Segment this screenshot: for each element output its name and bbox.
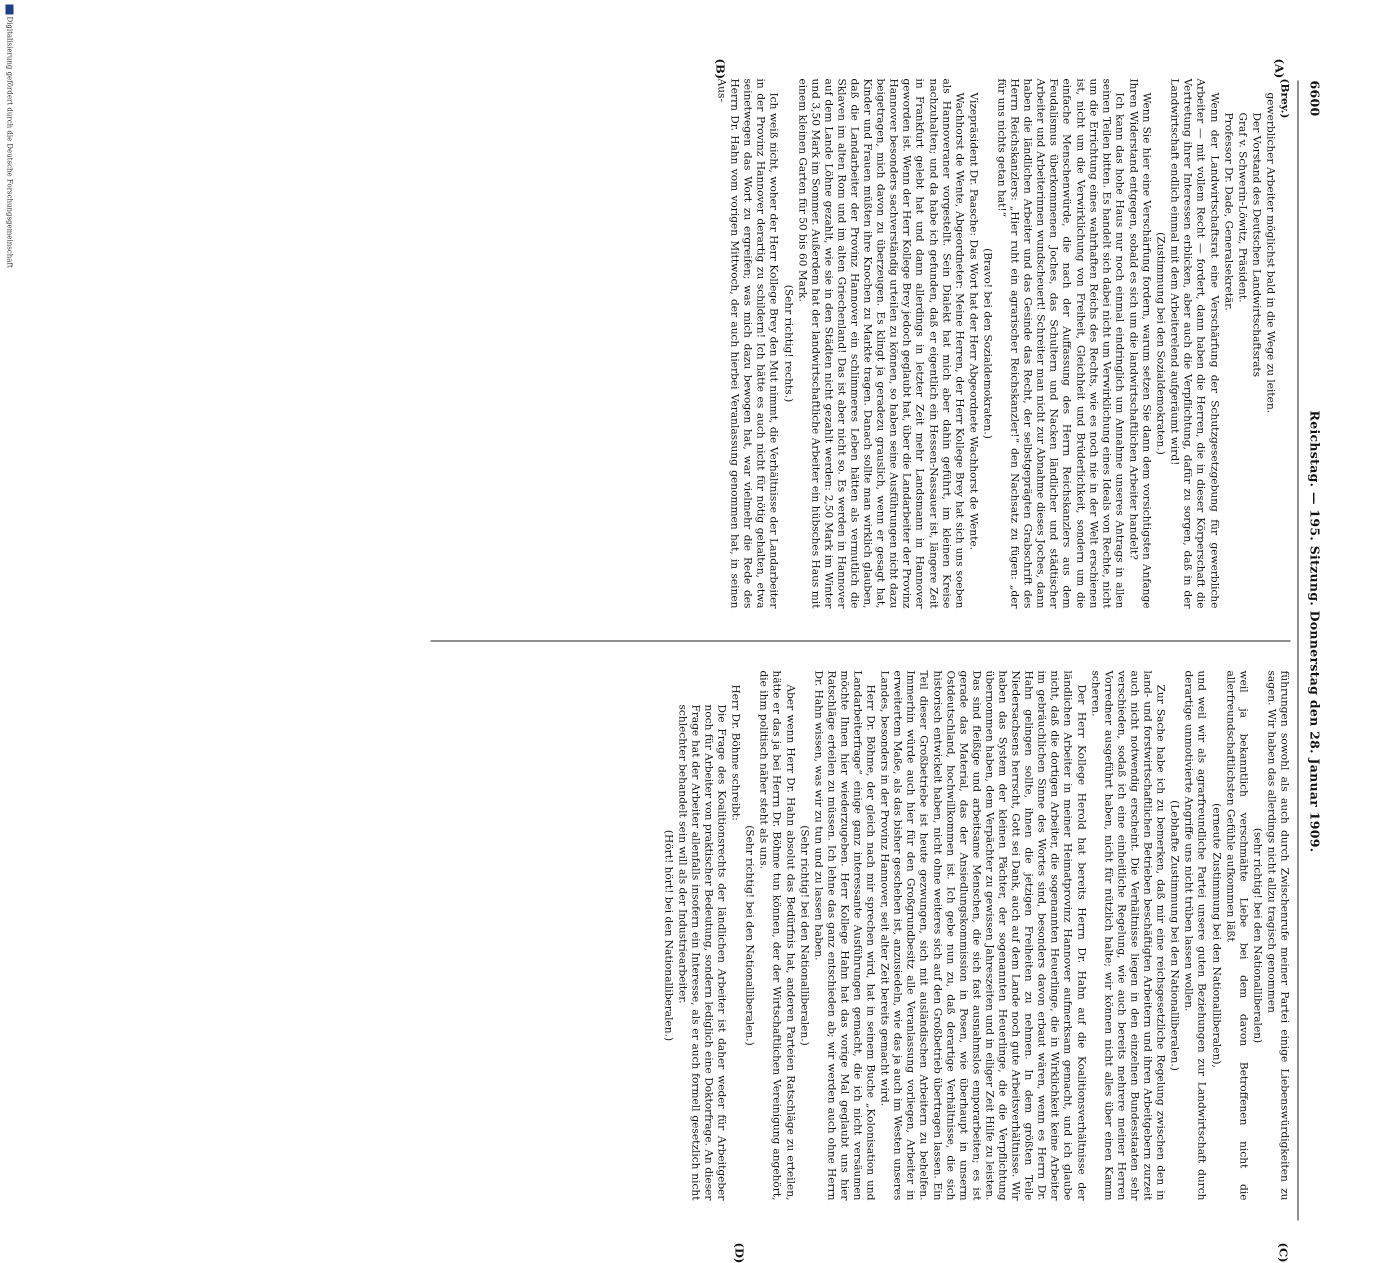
margin-mark-d: (D) [733,1243,747,1263]
digitization-credit [0,1,8,1001]
margin-mark-c: (C) [1277,1243,1291,1263]
interjection: (Zustimmung bei den Sozialdemokraten.) [1154,79,1167,609]
dfg-logo [6,5,14,15]
paragraph: Professor Dr. Dade, Generalsekretär. [1221,79,1234,609]
right-text-column [411,671,1291,1201]
paragraph: Vizepräsident Dr. Paasche: Das Wort hat der Herr Abgeordnete Wachhorst de Wente. [966,79,979,609]
interjection: (sehr richtig! bei den Nationalliberalen) [1250,671,1263,1201]
header-rule [1298,81,1299,1221]
credit-text: Digitalisierung gefördert durch die Deutsche Forschungsgemeinschaft [6,17,14,268]
margin-mark-a: (A) [1273,59,1287,79]
paragraph: führungen sowohl als auch durch Zwischenrufe meiner Partei einige Liebenswürdigkeiten zu sagen. Wir haben das allerdings nicht allzu tragisch genommen [1264,671,1290,1201]
paragraph: Der Herr Kollege Herold hat bereits Herrn Dr. Hahn auf die Koalitionsverhältnisse der ländlichen Arbeiter in meiner Heimatprovinz Hannover aufmerksam gemacht, und ich glaube nicht, daß die dortigen Arbeiter, die sogenannten Heuerlinge, die in Wirklichkeit keine Arbeiter im gebräuchlichen Sinne des Wortes sind, besonders davon erbaut wären, wenn es Herrn Dr. Hahn gelingen sollte, ihnen die jetzigen Freiheiten zu nehmen. In dem größten Teile Niedersachsens herrscht, Gott sei Dank, auch auf dem Lande noch gute Arbeitsverhältnisse. Wir haben das System der kleinen Pächter, der sogenannten Heuerlinge, die die Verpflichtung übernommen haben, dem Verpächter zu gewissen Jahreszeiten und in eiliger Zeit Hilfe zu leisten. Das sind fleißige und arbeitsame Menschen, die sich fast ausnahmslos emporarbeiten; es ist gerade das Material, das der Ansiedlungskommission in Posen, wie überhaupt in unserm Ostdeutschland, hochwillkommen ist. Ich gebe nun zu, daß derartige Verhältnisse, die sich historisch entwickelt haben, nicht ohne weiteres sich auf den Großbetrieb übertragen lassen. Ein Teil dieser Großbetriebe ist heute gezwungen, sich mit ausländischen Arbeitern zu behelfen. Immerhin würde auch hier für den Großgrundbesitz alle Veranlassung vorliegen, Arbeiter in erweitertem Maße, als das bisher geschehen ist, anzusiedeln, wie das ja auch im Westen unseres Landes, besonders in der Provinz Hannover, seit alter Zeit bereits gemacht wird. [878,671,1088,1201]
paragraph: Aber wenn Herr Dr. Hahn absolut das Bedürfnis hat, anderen Parteien Ratschläge zu erteilen, hätte er das ja bei Herrn Dr. Böhme tun können, der der Wirtschaftlichen Vereinigung angehört, die ihm politisch näher steht als uns. [757,671,796,1201]
paragraph: Graf v. Schwerin-Löwitz, Präsident. [1235,79,1248,609]
paragraph: Ich weiß nicht, woher der Herr Kollege Brey den Mut nimmt, die Verhältnisse der Landarbeiter in der Provinz Hannover derartig zu schildern! Ich hätte es auch nicht für nötig gehalten, etwa seinetwegen das Wort zu ergreifen; was mich dazu bewogen hat, war vielmehr die Rede des Herrn Dr. Hahn vom vorigen Mittwoch, der auch hierbei Veranlassung genommen hat, in seinen Aus- [714,79,779,609]
paragraph: Der Vorstand des Deutschen Landwirtschaftsrats [1249,79,1262,609]
interjection: (erneute Zustimmung bei den Nationalliberalen), [1209,671,1222,1201]
paragraph: Die Frage des Koalitionsrechts der ländlichen Arbeiter ist daher weder für Arbeitgeber noch für Arbeiter von praktischer Bedeutung, sondern lediglich eine Doktorfrage. An dieser Frage hat der Arbeiter allenfalls insofern ein Interesse, als er auch formell gesetzlich nicht schlechter behandelt sein will als der Industriearbeiter. [675,671,727,1201]
paragraph: Zur Sache habe ich zu bemerken, daß mir eine reichsgesetzliche Regelung zwischen den in land- und forstwirtschaftlichen Betrieben beschäftigten Arbeitern und ihren Arbeitgebern zurzeit auch nicht notwendig erscheint. Die Verhältnisse liegen in den einzelnen Bundesstaaten sehr verschieden, sodaß ich eine einheitliche Regelung, wie auch bereits mehrere meiner Herren Vorredner ausgeführt haben, nicht für nützlich halte; wir können nicht alles über einen Kamm scheren. [1088,671,1167,1201]
interjection: (Hört! hört! bei den Nationalliberalen.) [661,671,674,1201]
paragraph: Ich kann das hohe Haus nur noch einmal eindringlich um Annahme unseres Antrags in allen seinen Teilen bitten. Es handelt sich dabei nicht um Verwirklichung eines Ideals von Rechte, nicht um die Errichtung eines wahrhaften Reichs des Rechts, wie es noch nie in der Welt erschienen ist, nicht um die Verwirklichung von Freiheit, Gleichheit und Brüderlichkeit, sondern um die einfache Menschenwürde, die nach der Auffassung des Herrn Reichskanzlers aus dem Feudalismus überkommenen Joches, das Schultern und Nacken ländlicher und städtischer Arbeiter und Arbeiterinnen wundscheuert! Schreiter man nicht zur Abnahme dieses Joches, dann haben die ländlichen Arbeiter und das Gesinde das Recht, der selbstgeprägten Grabschrift des Herrn Reichskanzlers: „Hier ruht ein agrarischer Reichskanzler!“ den Nachsatz zu fügen: „der für uns nichts getan hat!“ [994,79,1125,609]
paragraph: Wenn Sie hier eine Verschärfung fordern, warum setzen Sie dann dem vorsichtigsten Anfange Ihren Widerstand entgegen, sobald es sich um die landwirtschaftlichen Arbeiter handelt? [1126,79,1152,609]
page-header-title: Reichstag. — 195. Sitzung. Donnerstag den 28. Januar 1909. [1308,411,1323,853]
column-divider [431,641,1291,642]
interjection: (Sehr richtig! rechts.) [781,79,794,609]
paragraph: Wenn der Landwirtschaftsrat eine Verschärfung der Schutzgesetzgebung für gewerbliche Arbeiter — mit vollem Recht — fordert, dann haben die Herren, die in dieser Körperschaft die Vertretung ihrer Interessen erblicken, aber auch die Verpflichtung, dafür zu sorgen, daß in der Landwirtschaft endlich einmal mit dem Arbeiterelend aufgeräumt wird! [1168,79,1220,609]
paragraph: Herr Dr. Böhme, der gleich nach mir sprechen wird, hat in seinem Buche „Kolonisation und Landarbeiterfrage“ einige ganz interessante Ausführungen gemacht, die ich nicht versäumen möchte Ihnen hier wiederzugeben. Herr Kollege Hahn hat das vorige Mal geglaubt uns hier Ratschläge erteilen zu müssen. Ich lehne das ganz entschieden ab; wir werden auch ohne Herrn Dr. Hahn wissen, was wir zu tun und zu lassen haben. [811,671,876,1201]
paragraph: und weil wir als agrarfreundliche Partei unsere guten Beziehungen zur Landwirtschaft durch derartige unmotivierte Angriffe uns nicht trüben lassen wollen. [1182,671,1208,1201]
interjection: (Bravo! bei den Sozialdemokraten.) [980,79,993,609]
page-number: 6600 [1308,81,1323,117]
paragraph: gewerblicher Arbeiter möglichst bald in die Wege zu leiten. [1263,79,1276,609]
interjection: (Lebhafte Zustimmung bei den Nationalliberalen.) [1168,671,1181,1201]
paragraph: Herr Dr. Böhme schreibt: [729,671,742,1201]
paragraph: weil ja bekanntlich verschmähte Liebe bei dem davon Betroffenen nicht die allerfreundschaftlichsten Gefühle aufkommen läßt [1223,671,1249,1201]
document-page [0,1,1383,1001]
paragraph: Wachhorst de Wente, Abgeordneter: Meine Herren, der Herr Kollege Brey hat sich uns soeben als Hannoveraner vorgestellt. Sein Dialekt hat mich aber dahin geführt, im kleinen Kreise nachzuhalten; und da habe ich gefunden, daß er eigentlich ein Hessen-Nassauer ist, längere Zeit in Frankfurt gelebt hat und dann allerdings in letzter Zeit mehr Landsmann in Hannover geworden ist. Wenn der Herr Kollege Brey jedoch geglaubt hat, über die Landarbeiter der Provinz Hannover besonders sachverständig urteilen zu können, so haben seine Ausführungen nicht dazu beigetragen, mich davon zu überzeugen. Es klingt ja geradezu grauslich, wenn er gesagt hat, Kinder und Frauen müßten ihre Knochen zu Markte tragen. Danach sollte man wirklich glauben, daß die Landarbeiter der Provinz Hannover ein schlimmeres Leben hätten als vermutlich die Sklaven im alten Rom und im alten Griechenland! Das ist aber nicht so. Es werden in Hannover auf dem Lande Löhne gezahlt, wie sie in den Städten nicht gezahlt werden: 2,50 Mark im Winter und 3,50 Mark im Sommer. Außerdem hat der landwirtschaftliche Arbeiter ein hübsches Haus mit einem kleinen Garten für 50 bis 60 Mark. [795,79,965,609]
interjection: (Sehr richtig! bei den Nationalliberalen.) [743,671,756,1201]
left-text-column [411,79,1291,609]
page-header [1301,81,1323,1231]
interjection: (Sehr richtig! bei den Nationalliberalen.) [797,671,810,1201]
speaker-label: (Brey.) [1277,79,1290,609]
margin-mark-b: (B) [714,59,728,80]
